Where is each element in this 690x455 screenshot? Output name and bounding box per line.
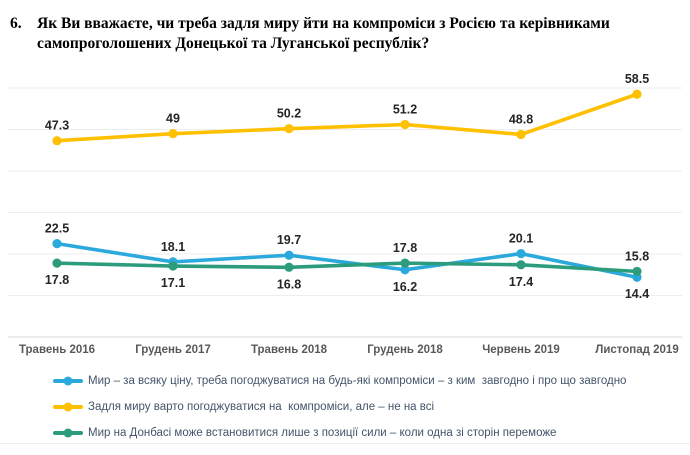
series-line-2 <box>57 263 637 271</box>
question-number: 6. <box>10 15 22 32</box>
data-point <box>632 267 641 276</box>
x-axis-label: Листопад 2019 <box>595 344 679 356</box>
legend-line-marker <box>53 379 83 382</box>
data-point <box>284 251 293 260</box>
data-label: 17.1 <box>160 276 186 291</box>
data-point <box>168 261 177 270</box>
data-point <box>400 120 409 129</box>
legend-line-marker <box>53 405 83 408</box>
line-chart <box>0 60 690 350</box>
data-label: 16.2 <box>392 279 418 294</box>
data-label: 19.7 <box>276 233 302 248</box>
data-point <box>52 136 61 145</box>
data-point <box>516 130 525 139</box>
legend-item <box>53 368 626 394</box>
x-axis-label: Травень 2016 <box>18 344 96 356</box>
data-label: 15.8 <box>624 249 650 264</box>
legend-dot-icon <box>64 403 73 412</box>
data-label: 47.3 <box>44 118 70 133</box>
x-axis <box>0 342 690 362</box>
x-axis-label: Грудень 2018 <box>367 344 443 356</box>
legend-label: Задля миру варто погоджуватися на компроміси, але – не на всі <box>88 401 435 413</box>
data-label: 18.1 <box>160 239 186 254</box>
legend-item <box>53 394 626 420</box>
question-text: Як Ви вважаєте, чи треба задля миру йти на компроміси з Росією та керівниками самопроголошених Донецької та Луганської республік? <box>37 15 610 52</box>
data-label: 17.4 <box>508 274 534 289</box>
data-point <box>284 124 293 133</box>
data-point <box>52 239 61 248</box>
legend-label: Мир на Донбасі може встановитися лише з позиції сили – коли одна зі сторін переможе <box>88 427 557 439</box>
data-label: 17.8 <box>392 241 418 256</box>
legend-dot-icon <box>64 429 73 438</box>
data-label: 14.4 <box>624 287 650 302</box>
data-label: 20.1 <box>508 231 534 246</box>
series-line-1 <box>57 94 637 140</box>
data-point <box>516 260 525 269</box>
data-label: 17.8 <box>44 273 70 288</box>
bottom-divider <box>0 443 690 444</box>
data-point <box>168 129 177 138</box>
x-axis-label: Травень 2018 <box>250 344 328 356</box>
data-point <box>52 259 61 268</box>
data-label: 51.2 <box>392 102 418 117</box>
data-point <box>632 90 641 99</box>
data-label: 50.2 <box>276 106 302 121</box>
data-label: 58.5 <box>624 72 650 87</box>
legend-label: Мир – за всяку ціну, треба погоджуватися на будь-які компроміси – з ким завгодно і про що завгодно <box>88 375 627 387</box>
data-label: 22.5 <box>44 221 70 236</box>
data-label: 16.8 <box>276 277 302 292</box>
data-point <box>284 263 293 272</box>
data-label: 48.8 <box>508 112 534 127</box>
question-title <box>10 14 629 53</box>
data-label: 49 <box>166 111 180 126</box>
legend <box>53 368 626 446</box>
data-point <box>400 259 409 268</box>
x-axis-label: Червень 2019 <box>482 344 560 356</box>
legend-dot-icon <box>64 377 73 386</box>
series-line-0 <box>57 244 637 278</box>
data-point <box>516 249 525 258</box>
legend-line-marker <box>53 431 83 434</box>
x-axis-label: Грудень 2017 <box>135 344 211 356</box>
